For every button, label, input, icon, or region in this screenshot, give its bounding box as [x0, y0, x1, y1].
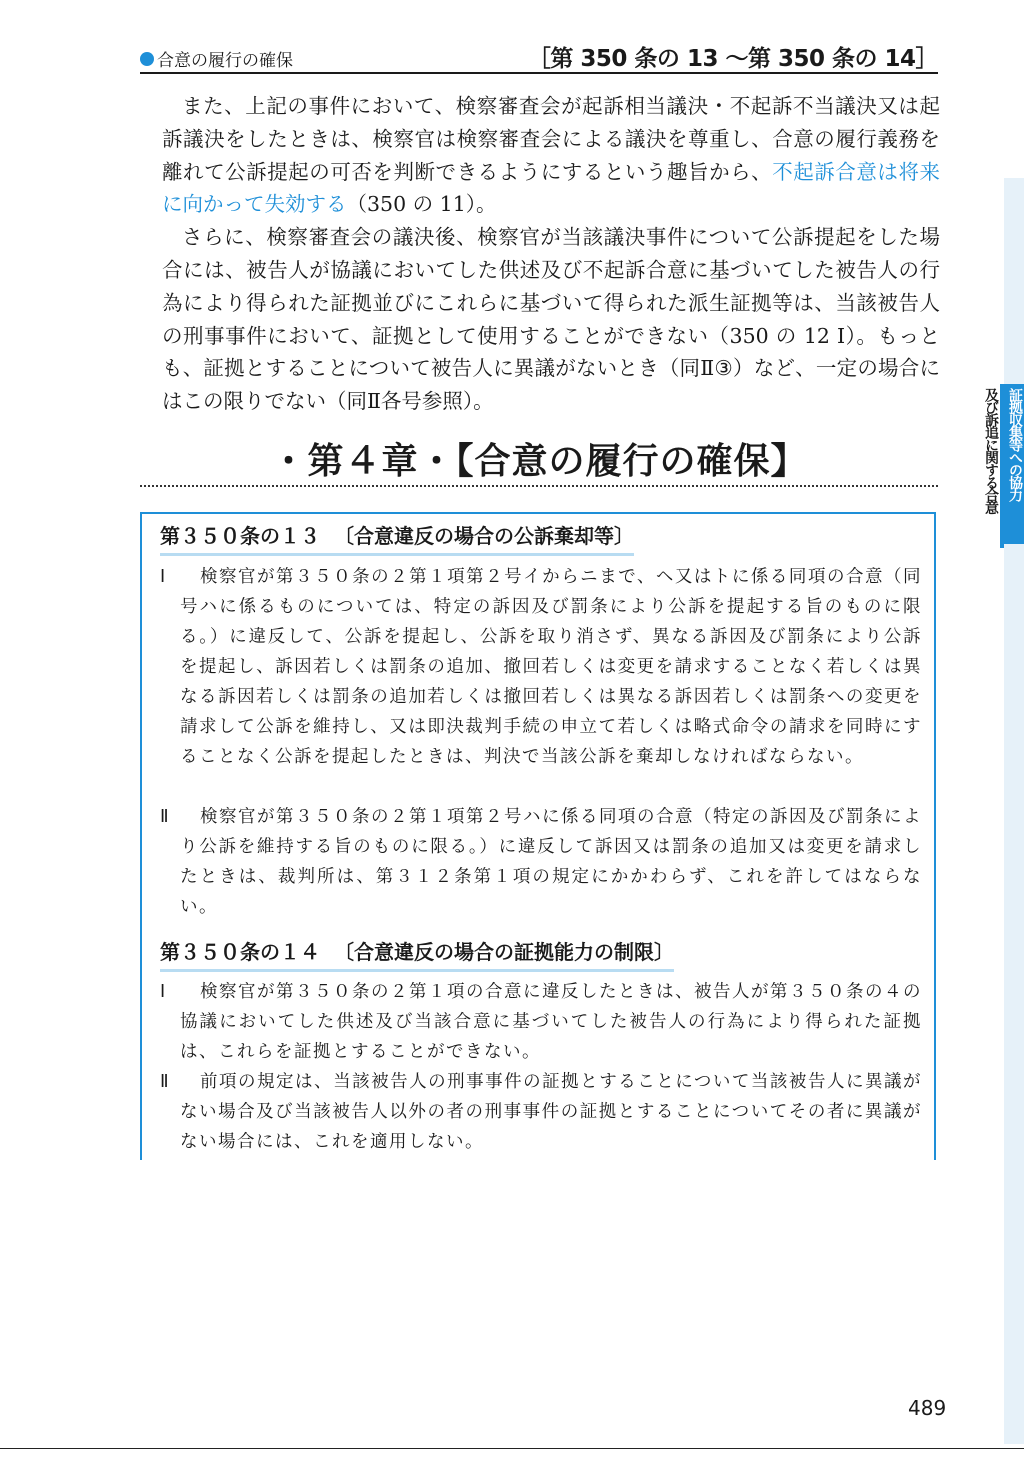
side-tab-line2: 及び訴追に関する合意 [983, 388, 999, 513]
article-paragraph [160, 802, 922, 922]
side-tab-line1: 証拠収集等への協力 [1000, 384, 1024, 548]
article-caption: 〔合意違反の場合の公訴棄却等〕 [334, 524, 634, 548]
chapter-title: ・第４章・【合意の履行の確保】 [270, 441, 808, 482]
section-label [140, 46, 293, 71]
paragraph-number: Ⅰ [160, 567, 167, 587]
section-label-text: 合意の履行の確保 [157, 51, 293, 71]
side-tab-strip-bottom [1004, 544, 1024, 1444]
intro-text [162, 90, 940, 418]
article-paragraph [160, 562, 922, 772]
chapter-divider [140, 485, 938, 487]
highlighted-phrase: 不起訴合意は将来に向かって失効する [162, 159, 941, 217]
article-heading [160, 522, 634, 556]
article-range: ［第 350 条の 13 〜第 350 条の 14］ [527, 46, 938, 72]
paragraph-text: 検察官が第３５０条の２第１項第２号イからニまで、ヘ又はトに係る同項の合意（同号ハに係るものについては、特定の訴因及び罰条により公訴を提起する旨のものに限る。）に違反して、公訴を提起し、公訴を取り消さず、異なる訴因及び罰条により公訴を提起し、訴因若しくは罰条の追加、撤回若しくは変更を請求することなく若しくは異なる訴因若しくは罰条の追加若しくは撤回若しくは異なる訴因若しくは罰条への変更を請求して公訴を維持し、又は即決裁判手続の申立て若しくは略式命令の請求を同時にすることなく公訴を提起したときは、判決で当該公訴を棄却しなければならない。 [180, 567, 922, 767]
paragraph-text: 検察官が第３５０条の２第１項の合意に違反したときは、被告人が第３５０条の４の協議においてした供述及び当該合意に基づいてした被告人の行為により得られた証拠は、これらを証拠とすることができない。 [180, 982, 922, 1062]
bullet-dot-icon [140, 52, 154, 66]
article-heading [160, 938, 674, 972]
paragraph-number: Ⅱ [160, 807, 171, 827]
intro-paragraph-2: さらに、検察審査会の議決後、検察官が当該議決事件について公訴提起をした場合には、被告人が協議においてした供述及び不起訴合意に基づいてした被告人の行為により得られた証拠並びにこれらに基づいて得られた派生証拠等は、当該被告人の刑事事件において、証拠として使用することができない（350 の 12 Ⅰ）。もっとも、証拠とすることについて被告人に異議がないとき（同Ⅱ③）など、一定の場合にはこの限りでない（同Ⅱ各号参照）。 [162, 225, 940, 414]
side-tab-strip-top [1004, 178, 1024, 384]
paragraph-number: Ⅱ [160, 1072, 171, 1092]
article-number: 第３５０条の１４ [160, 940, 320, 964]
side-index-tab [958, 384, 1024, 544]
intro-paragraph-1: また、上記の事件において、検察審査会が起訴相当議決・不起訴不当議決又は起訴議決をしたときは、検察官は検察審査会による議決を尊重し、合意の履行義務を離れて公訴提起の可否を判断できるようにするという趣旨から、不起訴合意は将来に向かって失効する（350 の 11）。 [162, 94, 941, 217]
article-paragraph [160, 977, 922, 1067]
paragraph-text: 検察官が第３５０条の２第１項第２号ハに係る同項の合意（特定の訴因及び罰条により公訴を維持する旨のものに限る。）に違反して訴因又は罰条の追加又は変更を請求したときは、裁判所は、第３１２条第１項の規定にかかわらず、これを許してはならない。 [180, 807, 922, 917]
running-header [140, 38, 938, 74]
article-number: 第３５０条の１３ [160, 524, 320, 548]
page-number: 489 [908, 1396, 947, 1420]
paragraph-number: Ⅰ [160, 982, 167, 1002]
article-paragraph [160, 1067, 922, 1157]
article-caption: 〔合意違反の場合の証拠能力の制限〕 [334, 940, 674, 964]
bottom-rule [0, 1448, 1024, 1449]
paragraph-text: 前項の規定は、当該被告人の刑事事件の証拠とすることについて当該被告人に異議がない場合及び当該被告人以外の者の刑事事件の証拠とすることについてその者に異議がない場合には、これを適用しない。 [180, 1072, 922, 1152]
